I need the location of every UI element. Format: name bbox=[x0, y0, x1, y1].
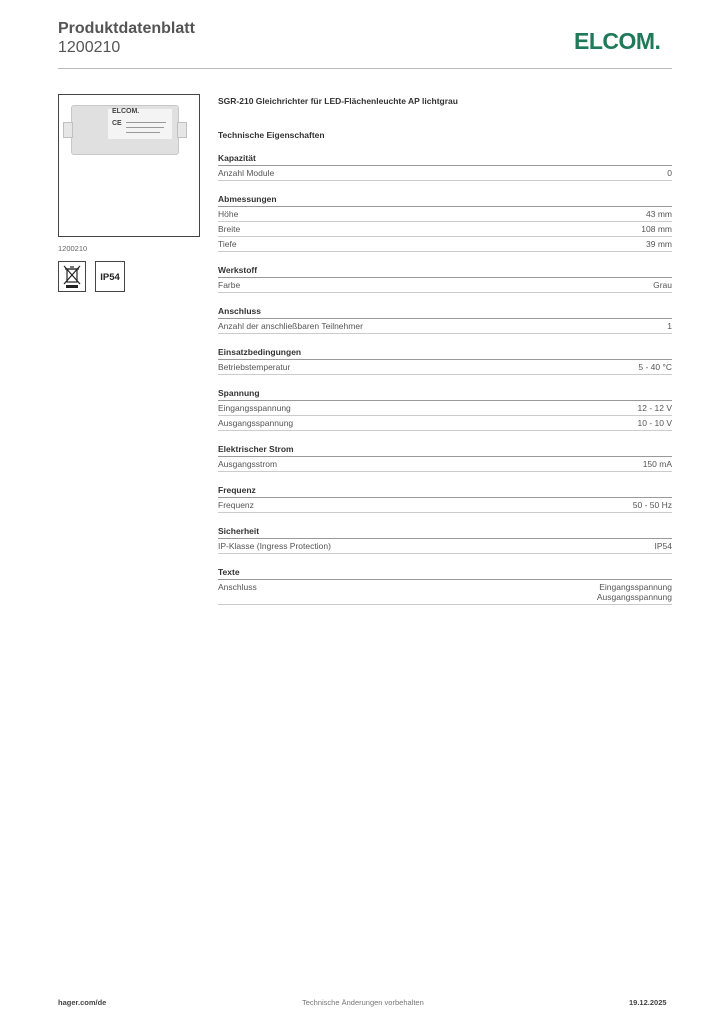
property-value bbox=[641, 224, 672, 234]
image-caption: 1200210 bbox=[58, 244, 88, 253]
property-row bbox=[218, 401, 672, 416]
property-value bbox=[646, 239, 672, 249]
property-group bbox=[218, 303, 672, 334]
property-label: Höhe bbox=[218, 209, 239, 219]
property-group-title: Sicherheit bbox=[218, 523, 672, 539]
property-value-line: 39 mm bbox=[646, 239, 672, 249]
property-group bbox=[218, 191, 672, 252]
property-label: Eingangsspannung bbox=[218, 403, 291, 413]
header-divider bbox=[58, 68, 672, 69]
property-row bbox=[218, 278, 672, 293]
property-value-line: 5 - 40 °C bbox=[638, 362, 672, 372]
property-label: Anschluss bbox=[218, 582, 257, 592]
property-value-line: 10 - 10 V bbox=[637, 418, 672, 428]
property-group-title: Texte bbox=[218, 564, 672, 580]
property-value bbox=[633, 500, 672, 510]
property-group bbox=[218, 441, 672, 472]
property-row bbox=[218, 360, 672, 375]
weee-badge bbox=[58, 261, 86, 292]
property-value-line: 50 - 50 Hz bbox=[632, 500, 672, 510]
property-group bbox=[218, 344, 672, 375]
property-group bbox=[218, 482, 672, 513]
property-group-title: Frequenz bbox=[218, 482, 672, 498]
device-label-line bbox=[126, 122, 166, 123]
property-label: Betriebstemperatur bbox=[218, 362, 291, 372]
property-label: Frequenz bbox=[218, 500, 254, 510]
property-group-title: Abmessungen bbox=[218, 191, 672, 207]
property-group-title: Einsatzbedingungen bbox=[218, 344, 672, 360]
property-row bbox=[218, 416, 672, 431]
device-ce-mark: CE bbox=[112, 120, 122, 127]
property-row bbox=[218, 457, 672, 472]
property-group bbox=[218, 564, 672, 605]
header-title: Produktdatenblatt bbox=[58, 20, 195, 37]
property-group bbox=[218, 385, 672, 431]
footer-website: hager.com/de bbox=[58, 998, 107, 1007]
ip-rating-badge: IP54 bbox=[95, 261, 125, 292]
property-value bbox=[667, 321, 672, 331]
property-value-line: 150 mA bbox=[642, 459, 672, 469]
footer-disclaimer: Technische Änderungen vorbehalten bbox=[302, 998, 424, 1007]
properties-table bbox=[218, 150, 672, 615]
property-row bbox=[218, 222, 672, 237]
property-group-title: Werkstoff bbox=[218, 262, 672, 278]
mounting-tab-left bbox=[63, 122, 73, 138]
property-label: Tiefe bbox=[218, 239, 237, 249]
property-group bbox=[218, 150, 672, 181]
property-label: Farbe bbox=[218, 280, 241, 290]
property-group-title: Anschluss bbox=[218, 303, 672, 319]
property-label: Ausgangsstrom bbox=[218, 459, 278, 469]
property-group-title: Elektrischer Strom bbox=[218, 441, 672, 457]
property-row bbox=[218, 319, 672, 334]
property-value-line: 108 mm bbox=[641, 224, 672, 234]
property-value-line: 0 bbox=[667, 168, 672, 178]
device-logo: ELCOM. bbox=[112, 108, 140, 115]
property-value bbox=[655, 541, 673, 551]
device-body bbox=[71, 105, 179, 155]
property-value-line: 1 bbox=[667, 321, 672, 331]
property-value-line: 12 - 12 V bbox=[637, 403, 672, 413]
property-row bbox=[218, 580, 672, 605]
property-value bbox=[638, 362, 672, 372]
weee-bin-icon bbox=[63, 265, 81, 289]
property-row bbox=[218, 539, 672, 554]
property-value bbox=[638, 403, 673, 413]
property-label: IP-Klasse (Ingress Protection) bbox=[218, 541, 331, 551]
property-value-line: Ausgangsspannung bbox=[596, 592, 672, 602]
device-label-line bbox=[126, 127, 164, 128]
property-value bbox=[667, 168, 672, 178]
device-label-line bbox=[126, 132, 160, 133]
product-image bbox=[58, 94, 200, 237]
property-value-line: Eingangsspannung bbox=[599, 582, 672, 592]
property-value-line: 43 mm bbox=[646, 209, 672, 219]
property-group-title: Kapazität bbox=[218, 150, 672, 166]
property-label: Ausgangsspannung bbox=[218, 418, 294, 428]
property-value-line: Grau bbox=[653, 280, 672, 290]
property-group bbox=[218, 523, 672, 554]
property-row bbox=[218, 498, 672, 513]
property-label: Breite bbox=[218, 224, 241, 234]
product-title: SGR-210 Gleichrichter für LED-Flächenleuchte AP lichtgrau bbox=[218, 96, 458, 106]
mounting-tab-right bbox=[177, 122, 187, 138]
brand-logo: ELCOM. bbox=[574, 28, 661, 54]
property-value bbox=[646, 209, 672, 219]
footer-date: 19.12.2025 bbox=[629, 998, 667, 1007]
section-heading: Technische Eigenschaften bbox=[218, 130, 325, 140]
property-label: Anzahl der anschließbaren Teilnehmer bbox=[218, 321, 363, 331]
property-value bbox=[597, 582, 672, 602]
property-row bbox=[218, 166, 672, 181]
property-row bbox=[218, 237, 672, 252]
property-row bbox=[218, 207, 672, 222]
property-group-title: Spannung bbox=[218, 385, 672, 401]
property-value-line: IP54 bbox=[654, 541, 672, 551]
property-value bbox=[643, 459, 672, 469]
property-value bbox=[653, 280, 672, 290]
property-group bbox=[218, 262, 672, 293]
property-value bbox=[638, 418, 673, 428]
document-number: 1200210 bbox=[58, 39, 121, 56]
property-label: Anzahl Module bbox=[218, 168, 275, 178]
